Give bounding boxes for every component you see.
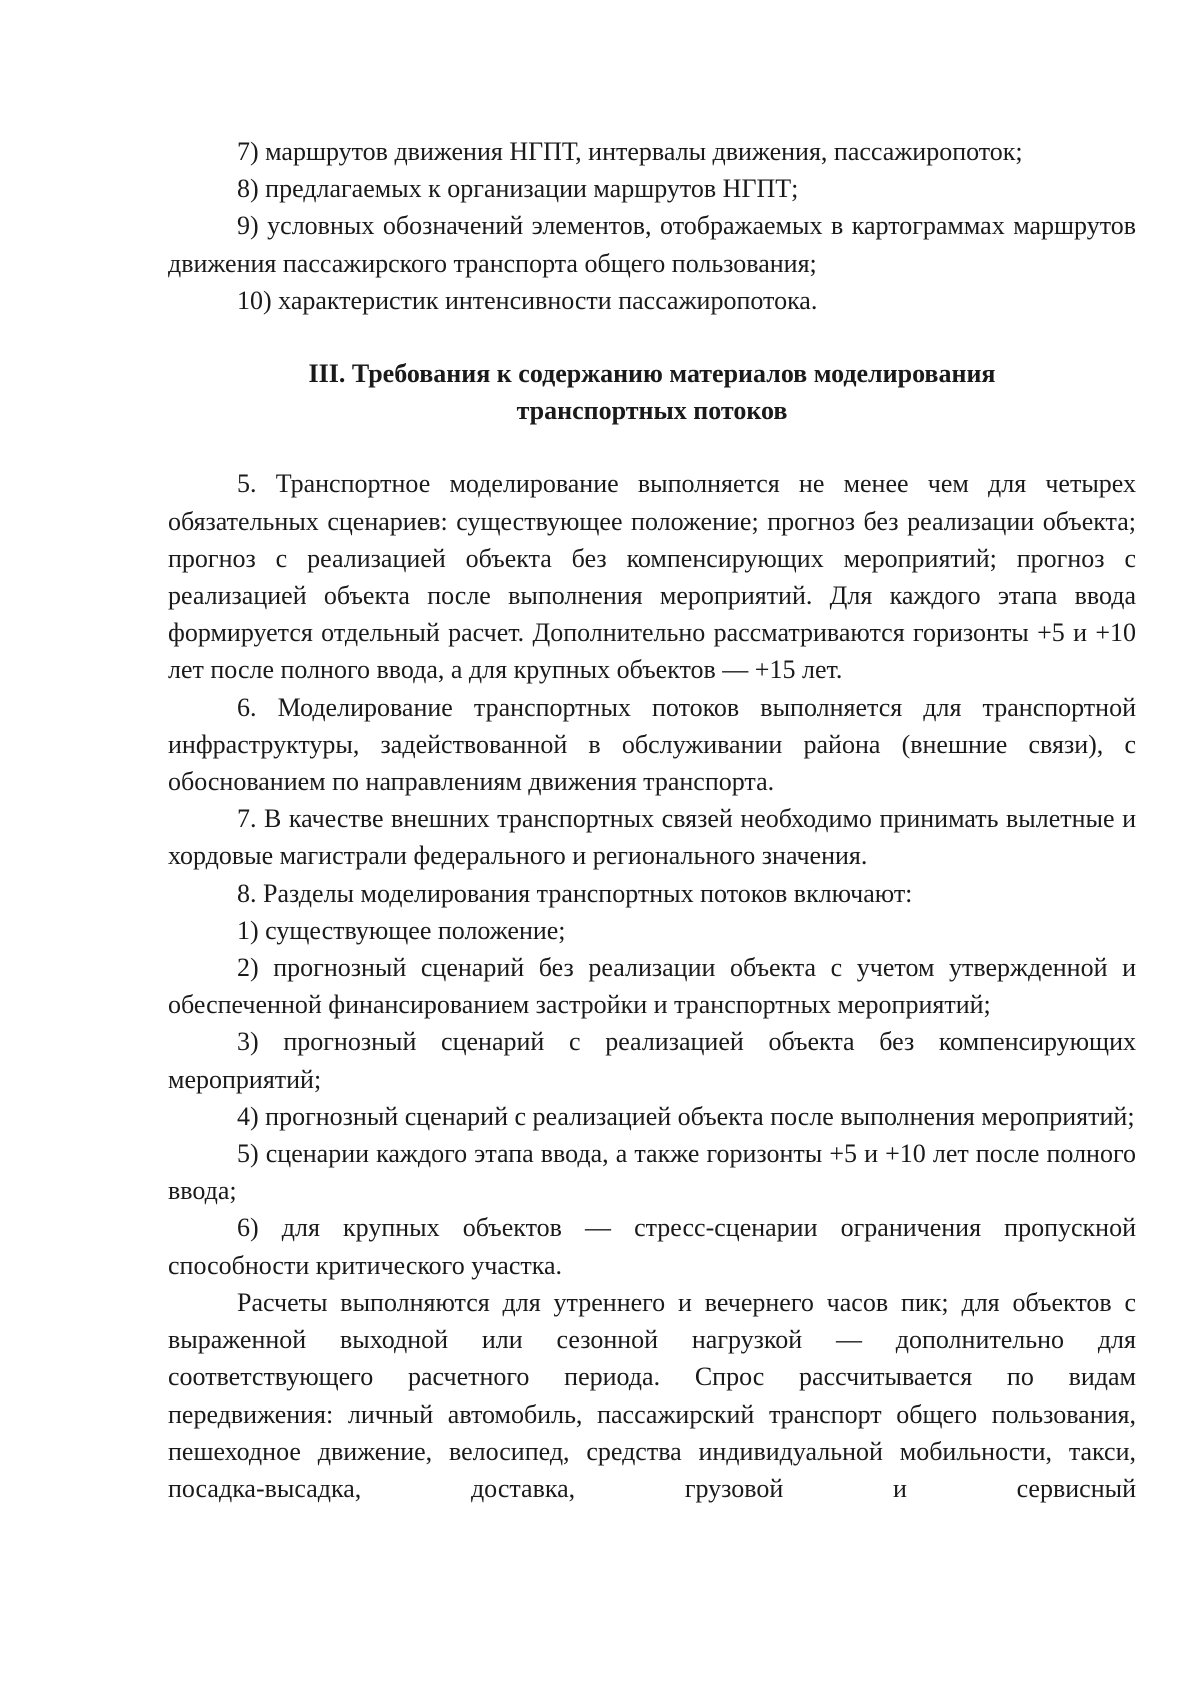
- list-item: 8) предлагаемых к организации маршрутов НГПТ;: [237, 174, 799, 204]
- paragraph-calculations: Расчеты выполняются для утреннего и вечернего часов пик; для объектов с выраженной выходной или сезонной нагрузкой — дополнительно для соответствующего расчетного периода. Спрос рассчитывается по видам передвижения: личный автомобиль, пассажирский транспорт общего пользования, пешеходное движение, велосипед, средства индивидуальной мобильности, такси, посадка-высадка, доставка, грузовой и сервисный: [168, 1287, 1136, 1503]
- paragraph-item-7: 7. В качестве внешних транспортных связей необходимо принимать вылетные и хордовые магистрали федерального и регионального значения.: [168, 804, 1136, 871]
- spacer: [168, 319, 1136, 355]
- paragraph-item-5: 5. Транспортное моделирование выполняется не менее чем для четырех обязательных сценариев: существующее положение; прогноз без реализации объекта; прогноз с реализацией объекта без компенсирующих мероприятий; прогноз с реализацией объекта после выполнения мероприятий. Для каждого этапа ввода формируется отдельный расчет. Дополнительно рассматриваются горизонты +5 и +10 лет после полного ввода, а для крупных объектов — +15 лет.: [168, 469, 1136, 685]
- section-heading-line-1: III. Требования к содержанию материалов моделирования: [308, 359, 996, 389]
- document-body: [168, 133, 1136, 1507]
- list-item: 3) прогнозный сценарий с реализацией объекта без компенсирующих мероприятий;: [168, 1027, 1136, 1094]
- list-item: 4) прогнозный сценарий с реализацией объекта после выполнения мероприятий;: [237, 1101, 1135, 1131]
- list-item: 6) для крупных объектов — стресс-сценарии ограничения пропускной способности критического участка.: [168, 1213, 1136, 1280]
- list-item: 10) характеристик интенсивности пассажиропотока.: [237, 285, 818, 315]
- section-heading-line-2: транспортных потоков: [516, 396, 788, 426]
- list-item: 1) существующее положение;: [237, 915, 566, 945]
- spacer: [168, 429, 1136, 465]
- paragraph-item-8: 8. Разделы моделирования транспортных потоков включают:: [237, 878, 913, 908]
- list-item: 9) условных обозначений элементов, отображаемых в картограммах маршрутов движения пассажирского транспорта общего пользования;: [168, 211, 1136, 278]
- list-item: 2) прогнозный сценарий без реализации объекта с учетом утвержденной и обеспеченной финансированием застройки и транспортных мероприятий;: [168, 953, 1136, 1020]
- list-item: 7) маршрутов движения НГПТ, интервалы движения, пассажиропоток;: [237, 137, 1023, 166]
- list-item: 5) сценарии каждого этапа ввода, а также горизонты +5 и +10 лет после полного ввода;: [168, 1139, 1136, 1206]
- paragraph-item-6: 6. Моделирование транспортных потоков выполняется для транспортной инфраструктуры, задействованной в обслуживании района (внешние связи), с обоснованием по направлениям движения транспорта.: [168, 692, 1136, 797]
